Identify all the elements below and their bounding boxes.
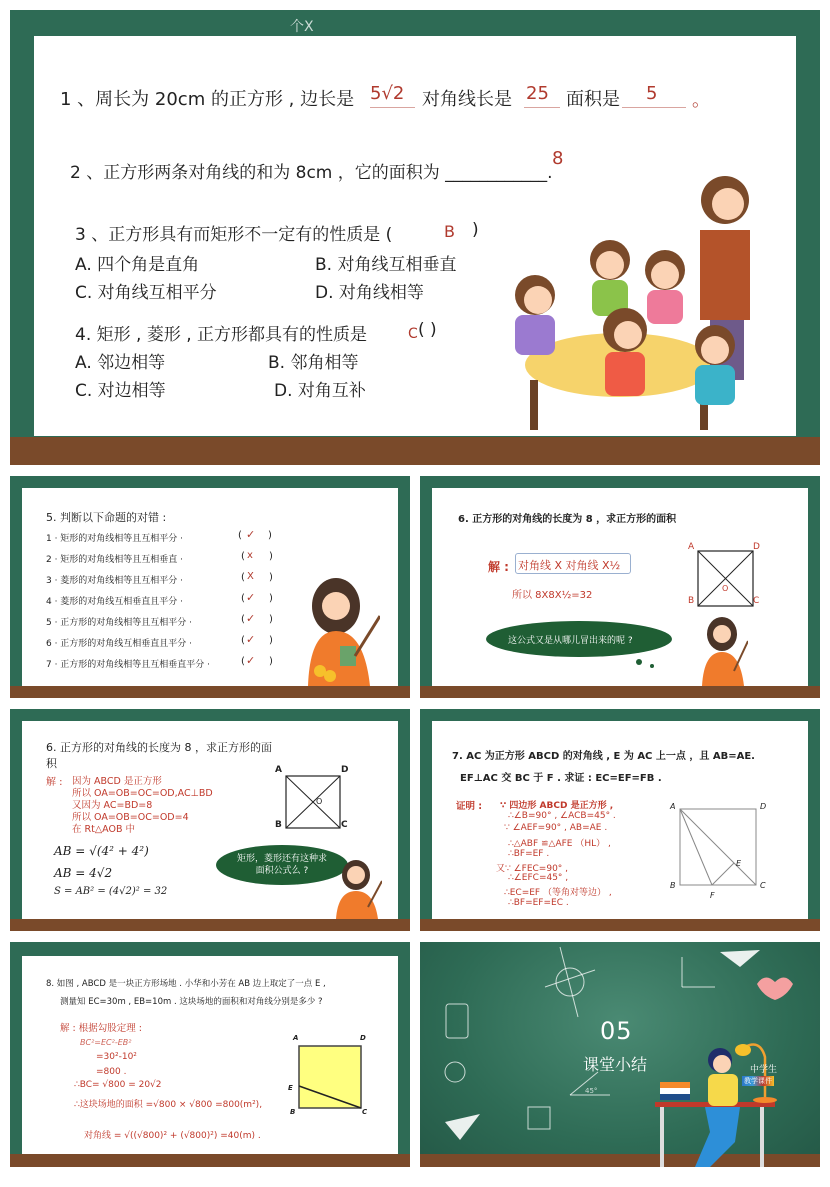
step: ∴BC= √800 = 20√2 [74, 1080, 162, 1090]
q1-diag-label: 对角线长是 [422, 89, 512, 110]
paren-close: ) [269, 551, 273, 562]
mark: ✓ [246, 612, 256, 625]
slide4-title-line1: 6. 正方形的对角线的长度为 8 ，求正方形的面 [46, 741, 272, 754]
paren-open: ( [238, 530, 242, 541]
mark: ✓ [246, 591, 256, 604]
field-diagram [295, 1042, 365, 1112]
proof-label: 证明 : [456, 801, 483, 812]
blank-area [622, 107, 686, 108]
step: BC²=EC²-EB² [80, 1038, 132, 1047]
floor-strip [420, 919, 820, 931]
bubble-dot [636, 659, 642, 665]
bubble-text: 这公式又是从哪儿冒出来的呢 ? [508, 636, 633, 646]
bubble-dot [650, 664, 654, 668]
label-b: B [290, 1108, 296, 1116]
paren-close: ) [269, 593, 273, 604]
q3-option-a: A. 四个角是直角 [75, 255, 200, 275]
result: 所以 8X8X½=32 [512, 590, 593, 601]
step: 又∵ ∠FEC=90° , [496, 864, 569, 874]
answer-diag: 25 [526, 83, 549, 104]
label-e: E [736, 859, 742, 868]
label-b: B [275, 820, 282, 830]
label-b: B [670, 881, 676, 890]
step: 所以 OA=OB=OC=OD,AC⊥BD [72, 788, 213, 799]
mark: ✓ [246, 528, 256, 541]
section-title: 课堂小结 [583, 1055, 648, 1074]
square-diagram [282, 774, 342, 829]
chalk-angle-label: 45° [585, 1087, 598, 1095]
q4-option-c: C. 对边相等 [75, 381, 166, 401]
paren-open: ( [241, 656, 245, 667]
q1-area-label: 面积是 [566, 89, 620, 110]
step: 对角线 = √((√800)² + (√800)²) =40(m) . [84, 1131, 261, 1141]
floor-strip [10, 1154, 410, 1167]
teacher-illustration [332, 859, 382, 919]
paren-open: ( [241, 635, 245, 646]
slide4-title-line2: 积 [46, 757, 57, 770]
label-o: O [722, 584, 729, 593]
label-c: C [760, 881, 766, 890]
step: ∴△ABF ≌△AFE （HL） , [508, 839, 611, 849]
list-item: 5 · 正方形的对角线相等且互相平分 · [46, 618, 193, 628]
slide3-title: 6. 正方形的对角线的长度为 8 ，求正方形的面积 [458, 514, 677, 525]
label-a: A [275, 765, 282, 775]
watermark-subtitle: 教学课件 [744, 1077, 772, 1085]
paren-close: ) [269, 656, 273, 667]
mark: ✓ [246, 633, 256, 646]
label-b: B [688, 596, 695, 606]
q4-option-b: B. 邻角相等 [268, 353, 359, 373]
slide6-title-line2: 测量知 EC=30m , EB=10m . 这块场地的面积和对角线分别是多少 ? [60, 997, 323, 1007]
formula: 对角线 X 对角线 X½ [518, 559, 621, 572]
q4-option-a: A. 邻边相等 [75, 353, 166, 373]
list-item: 3 · 菱形的对角线相等且互相平分 · [46, 576, 184, 586]
solve-label: 解 : [46, 777, 63, 788]
answer-side: 5√2 [370, 83, 405, 104]
teacher-illustration [300, 576, 380, 686]
q3-option-b: B. 对角线互相垂直 [315, 255, 457, 275]
paren-open: ( [241, 614, 245, 625]
answer-q2: 8 [552, 148, 564, 169]
paren-close: ) [269, 614, 273, 625]
slide-4[interactable] [10, 709, 410, 931]
label-f: F [710, 891, 715, 900]
label-c: C [341, 820, 348, 830]
blank-side [370, 107, 415, 108]
slide6-title-line1: 8. 如图 , ABCD 是一块正方形场地 . 小华和小芳在 AB 边上取定了一点 E , [46, 979, 326, 989]
step: ∴EC=EF （等角对等边） , [504, 888, 612, 898]
floor-strip [10, 686, 410, 698]
step: ∵ 四边形 ABCD 是正方形 , [500, 801, 614, 811]
answer-area: 5 [646, 83, 658, 104]
list-item: 6 · 正方形的对角线互相垂直且平分 · [46, 639, 193, 649]
label-o: O [316, 797, 323, 806]
mark: X [247, 571, 254, 582]
slide2-title: 5. 判断以下命题的对错 : [46, 511, 167, 524]
question-1: 1 、周长为 20cm 的正方形 , 边长是 [60, 89, 355, 110]
step: ∴BF=EF=EC . [508, 898, 569, 908]
paren-close: ) [269, 572, 273, 583]
slide-1[interactable]: 个X 1 、周长为 20cm 的正方形 , 边长是 5√2 对角线长是 25 面积是 5 。 2 、正方形两条对角线的和为 8cm ，它的面积为 ____________. 8 3 、正方形具有而矩形不一定有的性质是 ( B ) A. 四个角是直角 B. 对角线互相垂直 C. 对角线互相平分 D. 对角线相等 4. 矩形 , 菱形 , 正方形都具有的性质是 C ( ) A. 邻边相等 B. 邻角相等 C. 对边相等 D. 对角互补 [10, 10, 820, 465]
answer-q4: C [408, 326, 418, 342]
step: ∴这块场地的面积 =√800 × √800 =800(m²), [74, 1100, 263, 1110]
label-c: C [753, 596, 760, 606]
yellow-square [299, 1046, 361, 1108]
step: ∵ ∠AEF=90° , AB=AE . [504, 823, 608, 833]
slide-6[interactable] [10, 942, 410, 1167]
list-item: 7 · 正方形的对角线相等且互相垂直平分 · [46, 660, 211, 670]
formula: AB = 4√2 [54, 866, 113, 880]
step: 在 Rt△AOB 中 [72, 824, 135, 835]
q1-period: 。 [692, 90, 710, 111]
floor-strip [420, 686, 820, 698]
slide-2[interactable] [10, 476, 410, 698]
step: =800 . [96, 1067, 127, 1077]
paren-close: ) [269, 635, 273, 646]
label-e: E [288, 1084, 293, 1092]
label-a: A [670, 802, 676, 811]
step: 因为 ABCD 是正方形 [72, 776, 162, 787]
label-d: D [341, 765, 349, 775]
label-d: D [753, 542, 760, 552]
slide5-title-line2: EF⊥AC 交 BC 于 F . 求证 : EC=EF=FB . [460, 773, 662, 784]
step: =30²-10² [96, 1052, 137, 1062]
list-item: 1 · 矩形的对角线相等且互相平分 · [46, 534, 184, 544]
q3-option-c: C. 对角线互相平分 [75, 283, 217, 303]
classroom-illustration [470, 160, 790, 450]
teacher-illustration [698, 616, 748, 686]
q4-option-d: D. 对角互补 [274, 381, 366, 401]
chalk-doodle: 个X [290, 19, 314, 35]
step: 又因为 AC=BD=8 [72, 800, 153, 811]
step: ∴BF=EF . [508, 849, 550, 859]
proof-diagram [678, 807, 758, 887]
student-desk-illustration [650, 1032, 780, 1167]
square-diagram [688, 541, 780, 611]
paren-open: ( [241, 551, 245, 562]
q3-option-d: D. 对角线相等 [315, 283, 424, 303]
paren-open: ( [241, 572, 245, 583]
formula: AB = √(4² + 4²) [54, 844, 149, 858]
step: 所以 OA=OB=OC=OD=4 [72, 812, 189, 823]
watermark-title: 中学生 [750, 1065, 778, 1075]
step: ∴∠B=90° , ∠ACB=45° . [508, 811, 616, 821]
bubble-text: 矩形，菱形还有这种求面积公式么 ? [236, 854, 327, 876]
list-item: 4 · 菱形的对角线互相垂直且平分 · [46, 597, 184, 607]
floor-strip [10, 919, 410, 931]
slide-7[interactable] [420, 942, 820, 1167]
blank-diag [524, 107, 560, 108]
solve-label: 解 : 根据勾股定理 : [60, 1023, 142, 1034]
slide-5[interactable] [420, 709, 820, 931]
answer-q3: B [444, 222, 455, 241]
solve-label: 解 : [488, 560, 509, 574]
label-d: D [360, 1034, 366, 1042]
label-a: A [293, 1034, 299, 1042]
label-a: A [688, 542, 695, 552]
slide-3[interactable] [420, 476, 820, 698]
mark: x [247, 550, 253, 561]
mark: ✓ [246, 654, 256, 667]
slide5-title-line1: 7. AC 为正方形 ABCD 的对角线 , E 为 AC 上一点 ，且 AB=AE. [452, 751, 755, 762]
paren-close: ) [268, 530, 272, 541]
question-2: 2 、正方形两条对角线的和为 8cm ，它的面积为 ____________. [70, 163, 553, 183]
step: ∴∠EFC=45° , [508, 873, 569, 883]
label-c: C [362, 1108, 368, 1116]
section-number: 05 [600, 1017, 633, 1045]
paren-open: ( [241, 593, 245, 604]
formula: S = AB² = (4√2)² = 32 [54, 886, 168, 897]
list-item: 2 · 矩形的对角线相等且互相垂直 · [46, 555, 184, 565]
label-d: D [760, 802, 767, 811]
